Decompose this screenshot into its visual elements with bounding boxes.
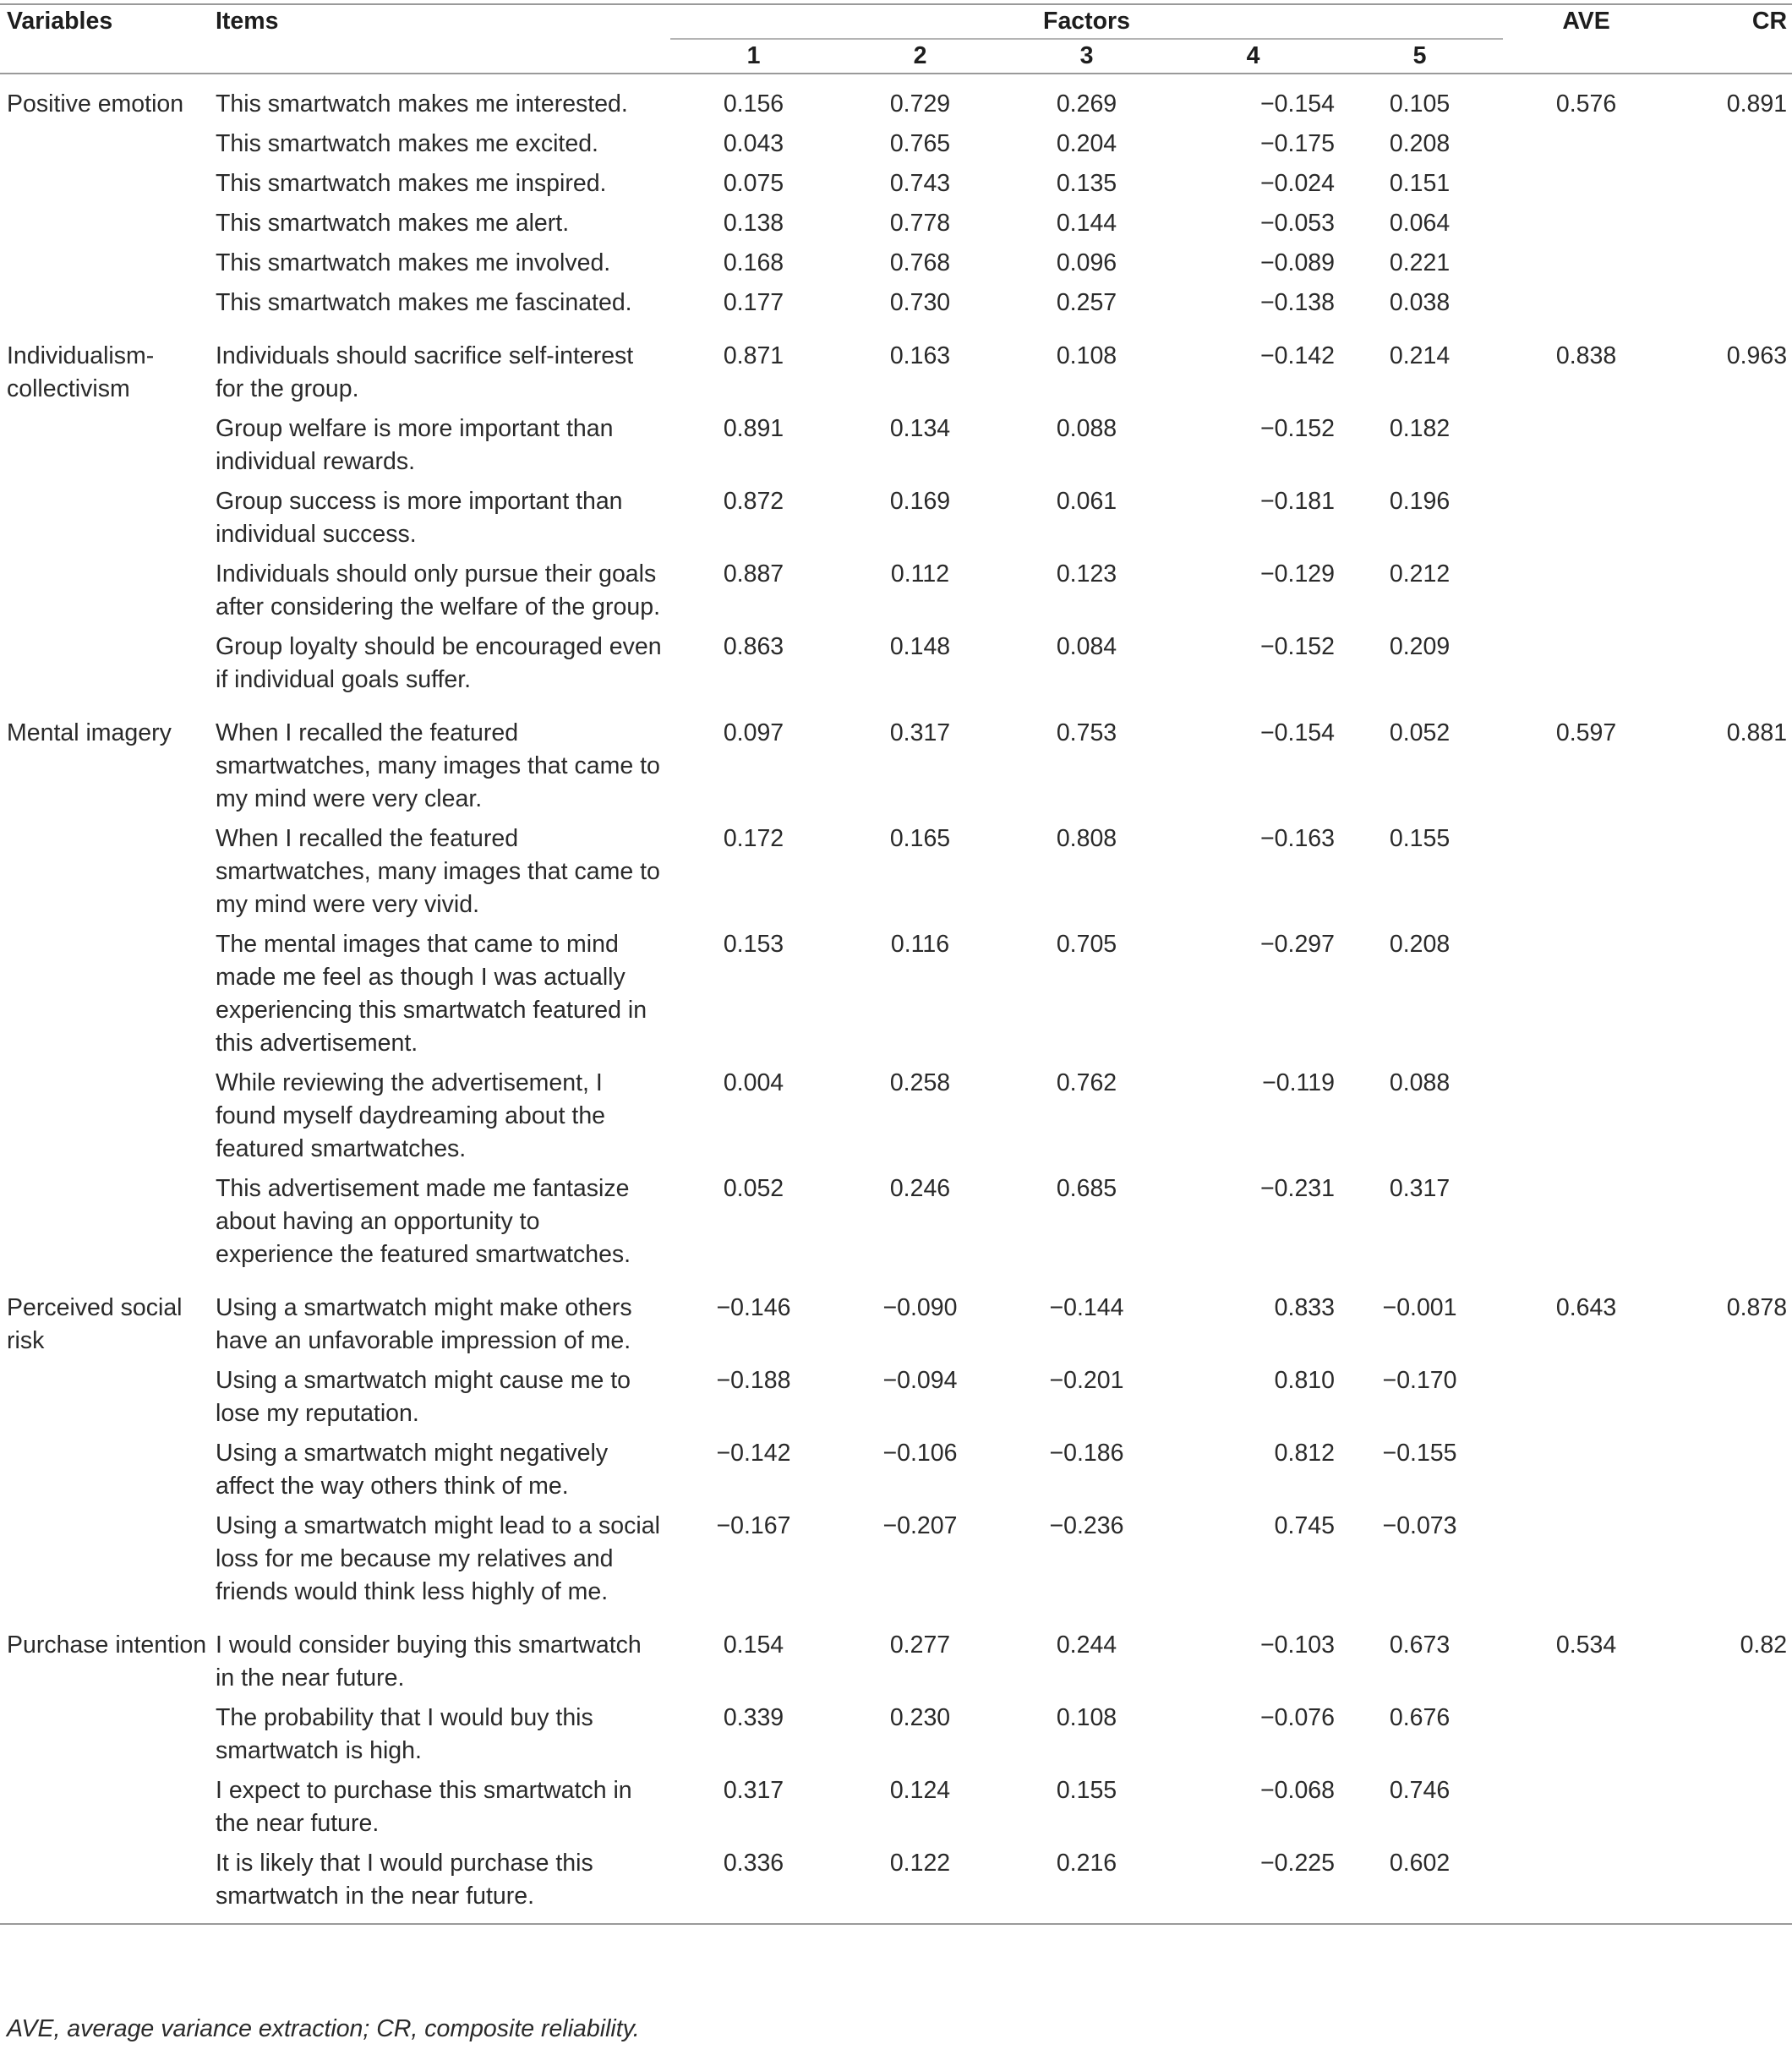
factor-2-cell: 0.768	[889, 249, 951, 276]
factor-3-cell: 0.685	[1056, 1175, 1117, 1202]
header-factor-2: 2	[913, 42, 927, 69]
factor-5-cell: 0.212	[1389, 560, 1451, 588]
variable-cell: Individualism-collectivism	[7, 342, 155, 402]
table-row	[0, 925, 1792, 1063]
variable-cell	[0, 1361, 216, 1434]
factor-2-cell: 0.258	[889, 1069, 951, 1096]
factor-2-cell: 0.165	[889, 825, 951, 852]
factor-5-cell: 0.317	[1389, 1175, 1451, 1202]
factor-4-cell: −0.053	[1260, 210, 1335, 237]
factor-1-cell: 0.052	[723, 1175, 784, 1202]
factor-2-cell: −0.207	[882, 1512, 958, 1539]
ave-cell	[1503, 1698, 1669, 1771]
table-row	[0, 627, 1792, 703]
ave-cell	[1503, 1844, 1669, 1924]
factor-1-cell: 0.871	[723, 342, 784, 369]
item-cell: Using a smartwatch might negatively affect the way others think of me.	[216, 1440, 609, 1500]
factor-4-cell: 0.833	[1274, 1294, 1335, 1321]
factor-5-cell: 0.602	[1389, 1850, 1451, 1877]
factor-3-cell: 0.257	[1056, 289, 1117, 316]
table-row	[0, 555, 1792, 627]
factor-5-cell: 0.155	[1389, 825, 1451, 852]
item-cell: When I recalled the featured smartwatches, many images that came to my mind were very vivid.	[216, 825, 660, 918]
factor-3-cell: 0.108	[1056, 1704, 1117, 1731]
cr-cell	[1669, 482, 1792, 555]
factor-4-cell: −0.024	[1260, 170, 1335, 197]
ave-cell	[1503, 555, 1669, 627]
factor-4-cell: −0.068	[1260, 1777, 1335, 1804]
ave-cell	[1503, 1361, 1669, 1434]
table-row	[0, 1771, 1792, 1844]
factor-4-cell: −0.152	[1260, 633, 1335, 660]
item-cell: This smartwatch makes me inspired.	[216, 170, 607, 197]
table-row	[0, 1615, 1792, 1698]
factor-4-cell: −0.152	[1260, 415, 1335, 442]
item-cell: This smartwatch makes me alert.	[216, 210, 570, 237]
table-row	[0, 1844, 1792, 1924]
table-row	[0, 1506, 1792, 1615]
factor-4-cell: −0.142	[1260, 342, 1335, 369]
item-cell: I expect to purchase this smartwatch in the near future.	[216, 1777, 632, 1837]
cr-cell	[1669, 819, 1792, 925]
variable-cell	[0, 482, 216, 555]
table-row	[0, 283, 1792, 326]
cr-cell	[1669, 409, 1792, 482]
factor-4-cell: −0.129	[1260, 560, 1335, 588]
ave-cell	[1503, 482, 1669, 555]
item-cell: This smartwatch makes me fascinated.	[216, 289, 632, 316]
factor-loading-table	[0, 3, 1792, 1925]
factor-1-cell: 0.043	[723, 130, 784, 157]
factor-5-cell: 0.038	[1389, 289, 1451, 316]
factor-3-cell: 0.108	[1056, 342, 1117, 369]
factor-4-cell: −0.297	[1260, 931, 1335, 958]
factor-4-cell: −0.181	[1260, 488, 1335, 515]
table-row	[0, 164, 1792, 204]
variable-cell	[0, 925, 216, 1063]
table-row	[0, 1698, 1792, 1771]
factor-2-cell: 0.277	[889, 1631, 951, 1659]
factor-3-cell: 0.061	[1056, 488, 1117, 515]
factor-3-cell: 0.144	[1056, 210, 1117, 237]
cr-cell	[1669, 1844, 1792, 1924]
factor-4-cell: 0.810	[1274, 1367, 1335, 1394]
factor-5-cell: 0.208	[1389, 130, 1451, 157]
factor-3-cell: 0.135	[1056, 170, 1117, 197]
factor-2-cell: −0.106	[882, 1440, 958, 1467]
ave-cell: 0.838	[1555, 342, 1617, 369]
factor-1-cell: 0.336	[723, 1850, 784, 1877]
factor-4-cell: −0.103	[1260, 1631, 1335, 1659]
factor-1-cell: 0.075	[723, 170, 784, 197]
cr-cell: 0.963	[1726, 342, 1788, 369]
ave-cell	[1503, 164, 1669, 204]
header-factor-3: 3	[1079, 42, 1094, 69]
item-cell: Individuals should only pursue their goals after considering the welfare of the group.	[216, 560, 660, 620]
factor-4-cell: −0.119	[1262, 1069, 1335, 1096]
factor-1-cell: 0.156	[723, 90, 784, 118]
factor-5-cell: −0.001	[1382, 1294, 1457, 1321]
factor-3-cell: 0.705	[1056, 931, 1117, 958]
factor-4-cell: −0.175	[1260, 130, 1335, 157]
variable-cell	[0, 1434, 216, 1506]
table-row	[0, 204, 1792, 243]
factor-3-cell: 0.216	[1056, 1850, 1117, 1877]
factor-2-cell: 0.134	[889, 415, 951, 442]
cr-cell	[1669, 555, 1792, 627]
table-footnote: AVE, average variance extraction; CR, composite reliability.	[7, 2015, 640, 2042]
factor-3-cell: −0.201	[1049, 1367, 1124, 1394]
variable-cell	[0, 283, 216, 326]
table-row	[0, 1063, 1792, 1169]
item-cell: Individuals should sacrifice self-interest for the group.	[216, 342, 634, 402]
factor-5-cell: 0.196	[1389, 488, 1451, 515]
cr-cell	[1669, 1771, 1792, 1844]
ave-cell	[1503, 1506, 1669, 1615]
header-variables: Variables	[7, 8, 113, 35]
table-row	[0, 1361, 1792, 1434]
ave-cell: 0.534	[1555, 1631, 1617, 1659]
variable-cell	[0, 1063, 216, 1169]
factor-4-cell: −0.231	[1260, 1175, 1335, 1202]
cr-cell	[1669, 243, 1792, 283]
factor-5-cell: 0.673	[1389, 1631, 1451, 1659]
variable-cell	[0, 124, 216, 164]
factor-3-cell: 0.096	[1056, 249, 1117, 276]
factor-1-cell: −0.146	[716, 1294, 791, 1321]
cr-cell: 0.878	[1726, 1294, 1788, 1321]
table-row	[0, 243, 1792, 283]
factor-2-cell: 0.169	[889, 488, 951, 515]
ave-cell	[1503, 243, 1669, 283]
ave-cell	[1503, 1771, 1669, 1844]
factor-5-cell: −0.155	[1382, 1440, 1457, 1467]
cr-cell	[1669, 1698, 1792, 1771]
factor-3-cell: 0.204	[1056, 130, 1117, 157]
variable-cell	[0, 204, 216, 243]
factor-5-cell: 0.151	[1389, 170, 1451, 197]
factor-4-cell: 0.745	[1274, 1512, 1335, 1539]
factor-3-cell: 0.084	[1056, 633, 1117, 660]
factor-4-cell: −0.089	[1260, 249, 1335, 276]
ave-cell	[1503, 819, 1669, 925]
item-cell: Using a smartwatch might cause me to lose my reputation.	[216, 1367, 631, 1427]
ave-cell	[1503, 1063, 1669, 1169]
cr-cell	[1669, 1169, 1792, 1278]
variable-cell: Mental imagery	[7, 719, 172, 746]
ave-cell: 0.576	[1555, 90, 1617, 118]
variable-cell: Positive emotion	[7, 90, 184, 118]
factor-3-cell: 0.753	[1056, 719, 1117, 746]
factor-3-cell: 0.123	[1056, 560, 1117, 588]
factor-1-cell: 0.887	[723, 560, 784, 588]
factor-2-cell: −0.094	[882, 1367, 958, 1394]
header-cr: CR	[1751, 8, 1788, 35]
factor-2-cell: 0.765	[889, 130, 951, 157]
table-row	[0, 74, 1792, 124]
factor-5-cell: 0.676	[1389, 1704, 1451, 1731]
table-row	[0, 819, 1792, 925]
factor-4-cell: −0.154	[1260, 90, 1335, 118]
table-row	[0, 1169, 1792, 1278]
factor-3-cell: 0.155	[1056, 1777, 1117, 1804]
ave-cell: 0.643	[1555, 1294, 1617, 1321]
table-row	[0, 482, 1792, 555]
table-header	[0, 4, 1792, 74]
factor-2-cell: 0.116	[890, 931, 950, 958]
ave-cell	[1503, 1169, 1669, 1278]
factor-2-cell: 0.148	[889, 633, 951, 660]
factor-1-cell: −0.188	[716, 1367, 791, 1394]
factor-5-cell: 0.052	[1389, 719, 1451, 746]
factor-4-cell: −0.076	[1260, 1704, 1335, 1731]
cr-cell: 0.891	[1726, 90, 1788, 118]
factor-1-cell: −0.167	[716, 1512, 791, 1539]
factor-1-cell: 0.153	[723, 931, 784, 958]
cr-cell: 0.82	[1740, 1631, 1788, 1659]
cr-cell	[1669, 1506, 1792, 1615]
factor-1-cell: 0.339	[723, 1704, 784, 1731]
factor-3-cell: 0.808	[1056, 825, 1117, 852]
factor-1-cell: 0.317	[723, 1777, 784, 1804]
variable-cell	[0, 1771, 216, 1844]
factor-1-cell: 0.168	[723, 249, 784, 276]
table-row	[0, 326, 1792, 409]
factor-4-cell: −0.163	[1260, 825, 1335, 852]
variable-cell	[0, 819, 216, 925]
factor-4-cell: −0.154	[1260, 719, 1335, 746]
item-cell: I would consider buying this smartwatch in the near future.	[216, 1631, 642, 1692]
variable-cell	[0, 1698, 216, 1771]
factor-1-cell: 0.097	[723, 719, 784, 746]
ave-cell	[1503, 627, 1669, 703]
factor-3-cell: −0.236	[1049, 1512, 1124, 1539]
item-cell: This smartwatch makes me excited.	[216, 130, 598, 157]
item-cell: Group welfare is more important than individual rewards.	[216, 415, 614, 475]
factor-4-cell: 0.812	[1274, 1440, 1335, 1467]
ave-cell: 0.597	[1555, 719, 1617, 746]
table-row	[0, 409, 1792, 482]
variable-cell	[0, 627, 216, 703]
factor-2-cell: 0.230	[889, 1704, 951, 1731]
item-cell: Group success is more important than individual success.	[216, 488, 623, 548]
header-items: Items	[216, 8, 279, 35]
item-cell: Group loyalty should be encouraged even if individual goals suffer.	[216, 633, 662, 693]
ave-cell	[1503, 1434, 1669, 1506]
item-cell: The mental images that came to mind made me feel as though I was actually experiencing this smartwatch featured in this advertisement.	[216, 931, 647, 1057]
variable-cell	[0, 164, 216, 204]
variable-cell	[0, 1169, 216, 1278]
factor-2-cell: 0.124	[889, 1777, 951, 1804]
factor-5-cell: 0.221	[1389, 249, 1451, 276]
ave-cell	[1503, 204, 1669, 243]
item-cell: Using a smartwatch might make others have an unfavorable impression of me.	[216, 1294, 632, 1354]
variable-cell	[0, 409, 216, 482]
factor-5-cell: 0.105	[1389, 90, 1451, 118]
factor-2-cell: 0.246	[889, 1175, 951, 1202]
factor-5-cell: 0.209	[1389, 633, 1451, 660]
variable-cell: Perceived social risk	[7, 1294, 183, 1354]
variable-cell	[0, 555, 216, 627]
header-factor-1: 1	[746, 42, 761, 69]
item-cell: While reviewing the advertisement, I found myself daydreaming about the featured smartwatches.	[216, 1069, 606, 1162]
table-row	[0, 703, 1792, 819]
header-row	[0, 4, 1792, 39]
factor-5-cell: −0.170	[1382, 1367, 1457, 1394]
factor-1-cell: 0.138	[723, 210, 784, 237]
cr-cell	[1669, 627, 1792, 703]
factor-2-cell: 0.317	[889, 719, 951, 746]
factor-3-cell: 0.762	[1056, 1069, 1117, 1096]
factor-4-cell: −0.138	[1260, 289, 1335, 316]
factor-1-cell: 0.172	[723, 825, 784, 852]
factor-5-cell: 0.208	[1389, 931, 1451, 958]
factor-2-cell: 0.163	[889, 342, 951, 369]
factor-5-cell: 0.088	[1389, 1069, 1451, 1096]
factor-3-cell: 0.244	[1056, 1631, 1117, 1659]
ave-cell	[1503, 124, 1669, 164]
cr-cell	[1669, 204, 1792, 243]
factor-5-cell: 0.746	[1389, 1777, 1451, 1804]
header-ave: AVE	[1562, 8, 1610, 35]
factor-3-cell: 0.088	[1056, 415, 1117, 442]
table-row	[0, 1278, 1792, 1361]
variable-cell	[0, 1844, 216, 1924]
header-factor-4: 4	[1246, 42, 1260, 69]
cr-cell	[1669, 1434, 1792, 1506]
factor-1-cell: 0.154	[723, 1631, 784, 1659]
factor-2-cell: 0.778	[889, 210, 951, 237]
factor-2-cell: 0.122	[889, 1850, 951, 1877]
cr-cell	[1669, 1063, 1792, 1169]
ave-cell	[1503, 409, 1669, 482]
factor-1-cell: 0.891	[723, 415, 784, 442]
variable-cell	[0, 1506, 216, 1615]
factor-1-cell: −0.142	[716, 1440, 791, 1467]
item-cell: This advertisement made me fantasize about having an opportunity to experience the featured smartwatches.	[216, 1175, 631, 1268]
item-cell: The probability that I would buy this smartwatch is high.	[216, 1704, 593, 1764]
cr-cell	[1669, 1361, 1792, 1434]
cr-cell	[1669, 164, 1792, 204]
ave-cell	[1503, 283, 1669, 326]
factor-5-cell: 0.064	[1389, 210, 1451, 237]
factor-3-cell: −0.144	[1049, 1294, 1124, 1321]
cr-cell	[1669, 124, 1792, 164]
ave-cell	[1503, 925, 1669, 1063]
factor-1-cell: 0.004	[723, 1069, 784, 1096]
factor-3-cell: −0.186	[1049, 1440, 1124, 1467]
factor-1-cell: 0.863	[723, 633, 784, 660]
factor-2-cell: −0.090	[882, 1294, 958, 1321]
factor-2-cell: 0.729	[889, 90, 951, 118]
factor-5-cell: 0.182	[1389, 415, 1451, 442]
item-cell: This smartwatch makes me involved.	[216, 249, 611, 276]
factor-5-cell: 0.214	[1389, 342, 1451, 369]
factor-5-cell: −0.073	[1382, 1512, 1457, 1539]
table-row	[0, 1434, 1792, 1506]
table-body	[0, 74, 1792, 1924]
header-factor-5: 5	[1412, 42, 1427, 69]
factor-1-cell: 0.177	[723, 289, 784, 316]
item-cell: Using a smartwatch might lead to a social loss for me because my relatives and friends would think less highly of me.	[216, 1512, 660, 1605]
factor-2-cell: 0.112	[890, 560, 950, 588]
cr-cell	[1669, 283, 1792, 326]
item-cell: It is likely that I would purchase this smartwatch in the near future.	[216, 1850, 593, 1910]
item-cell: This smartwatch makes me interested.	[216, 90, 628, 118]
cr-cell: 0.881	[1726, 719, 1788, 746]
cr-cell	[1669, 925, 1792, 1063]
factor-1-cell: 0.872	[723, 488, 784, 515]
factor-2-cell: 0.743	[889, 170, 951, 197]
variable-cell	[0, 243, 216, 283]
table-row	[0, 124, 1792, 164]
factor-2-cell: 0.730	[889, 289, 951, 316]
header-factors: Factors	[670, 4, 1503, 39]
variable-cell: Purchase intention	[7, 1631, 207, 1659]
factor-3-cell: 0.269	[1056, 90, 1117, 118]
factor-4-cell: −0.225	[1260, 1850, 1335, 1877]
item-cell: When I recalled the featured smartwatches, many images that came to my mind were very clear.	[216, 719, 660, 812]
